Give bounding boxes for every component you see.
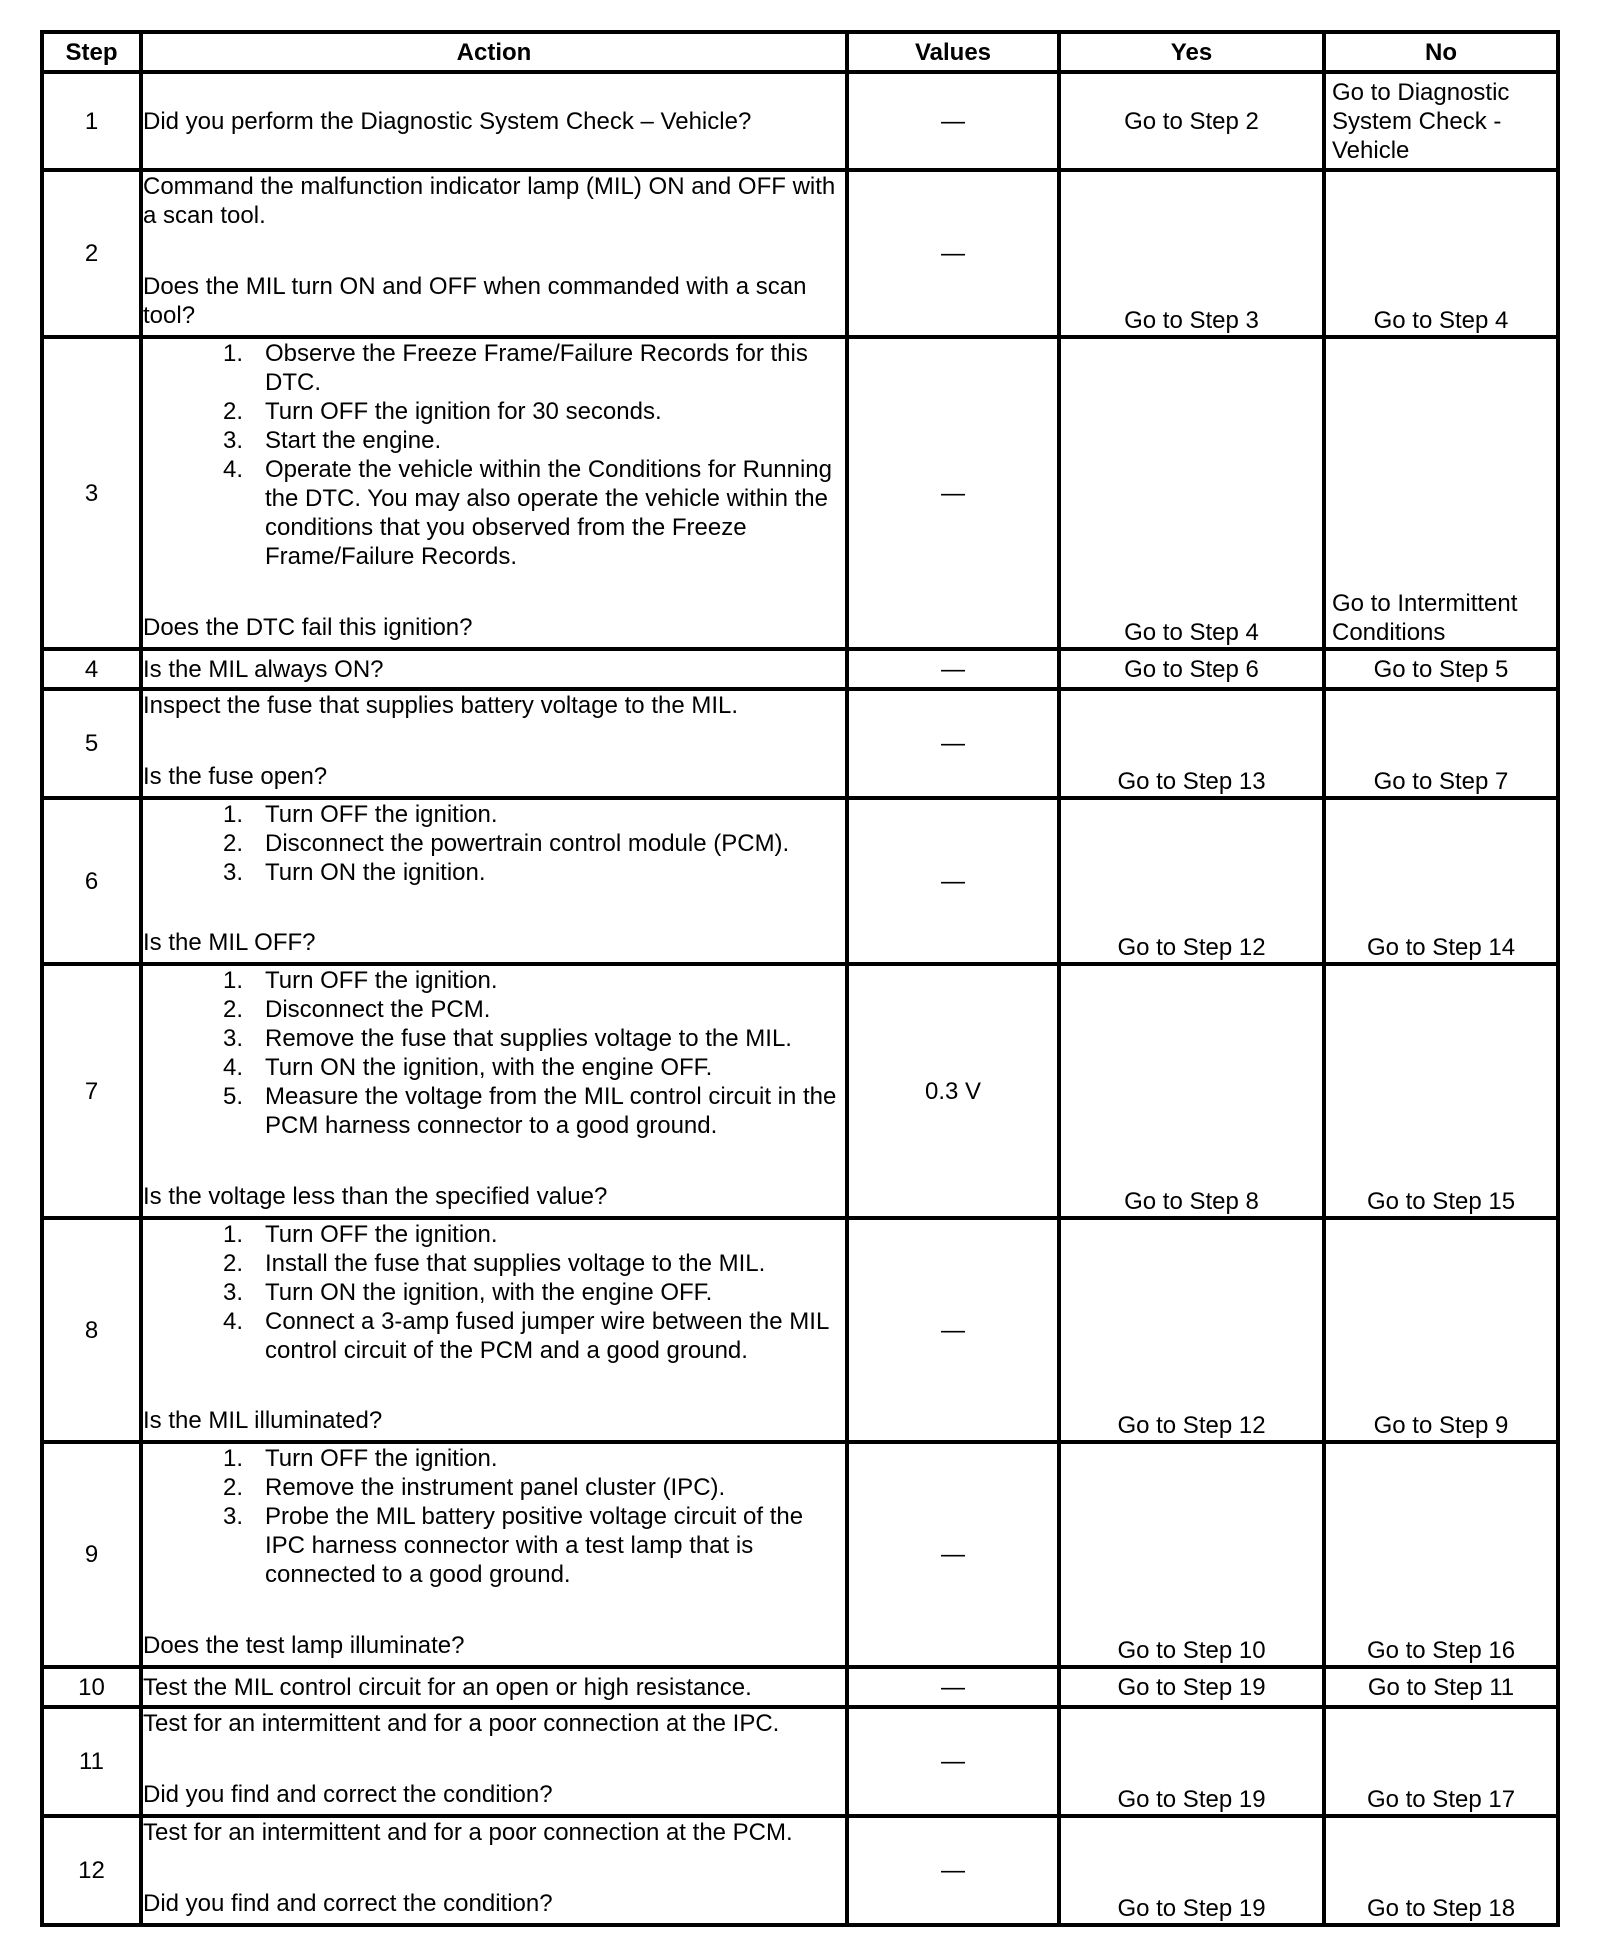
yes-result: Go to Step 8 (1059, 964, 1324, 1218)
values-cell: 0.3 V (847, 964, 1059, 1218)
no-result: Go to Step 5 (1324, 649, 1558, 689)
action-top (143, 691, 845, 720)
action-content (143, 800, 845, 957)
step-number: 10 (42, 1667, 141, 1707)
action-step-number: 4. (222, 1054, 243, 1081)
action-step-item (143, 1444, 845, 1473)
action-step-item (143, 1502, 845, 1589)
action-step-item (143, 829, 845, 858)
action-cell (141, 337, 847, 649)
no-result: Go to Step 14 (1324, 798, 1558, 964)
table-row (42, 1667, 1558, 1707)
action-cell (141, 964, 847, 1218)
action-step-list (143, 1220, 845, 1365)
action-step-list (143, 1444, 845, 1589)
action-step-number: 1. (222, 1445, 243, 1472)
action-content (143, 172, 845, 330)
action-question: Does the MIL turn ON and OFF when commanded with a scan tool? (143, 273, 807, 329)
action-cell (141, 1707, 847, 1816)
table-row (42, 1816, 1558, 1925)
action-step-text: Operate the vehicle within the Conditions for Running the DTC. You may also operate the vehicle within the conditions that you observed from the Freeze Frame/Failure Records. (265, 456, 832, 570)
no-result: Go to Step 16 (1324, 1442, 1558, 1667)
action-cell (141, 1442, 847, 1667)
table-row (42, 1218, 1558, 1442)
action-step-number: 3. (222, 1279, 243, 1306)
step-number: 3 (42, 337, 141, 649)
action-step-list (143, 966, 845, 1140)
action-cell (141, 1816, 847, 1925)
header-values: Values (847, 32, 1059, 72)
action-step-text: Turn ON the ignition. (265, 859, 486, 886)
yes-result: Go to Step 4 (1059, 337, 1324, 649)
action-step-text: Disconnect the powertrain control module (PCM). (265, 830, 790, 857)
diagnostic-table (40, 30, 1560, 1927)
values-cell: — (847, 1442, 1059, 1667)
table-row (42, 1707, 1558, 1816)
table-row (42, 689, 1558, 798)
action-step-item (143, 1024, 845, 1053)
step-number: 1 (42, 72, 141, 170)
action-top (143, 800, 845, 887)
values-cell: — (847, 798, 1059, 964)
yes-result: Go to Step 19 (1059, 1707, 1324, 1816)
action-top (143, 966, 845, 1140)
table-row (42, 798, 1558, 964)
action-step-text: Turn ON the ignition, with the engine OFF. (265, 1054, 713, 1081)
table-row (42, 72, 1558, 170)
action-step-item (143, 1053, 845, 1082)
action-step-text: Turn OFF the ignition. (265, 801, 498, 828)
values-cell: — (847, 1667, 1059, 1707)
header-yes: Yes (1059, 32, 1324, 72)
action-question: Did you find and correct the condition? (143, 1781, 553, 1808)
step-number: 9 (42, 1442, 141, 1667)
action-cell (141, 1218, 847, 1442)
action-question: Is the fuse open? (143, 763, 328, 790)
action-step-item (143, 1220, 845, 1249)
action-step-text: Connect a 3-amp fused jumper wire between the MIL control circuit of the PCM and a good ground. (265, 1308, 829, 1364)
table-row (42, 964, 1558, 1218)
action-content (143, 1709, 845, 1809)
no-result: Go to Diagnostic System Check - Vehicle (1324, 72, 1558, 170)
action-step-number: 3. (222, 1503, 243, 1530)
action-step-item (143, 800, 845, 829)
values-cell: — (847, 170, 1059, 337)
action-step-list (143, 800, 845, 887)
action-step-text: Turn OFF the ignition. (265, 967, 498, 994)
action-instruction: Test for an intermittent and for a poor connection at the IPC. (143, 1710, 780, 1737)
action-instruction: Inspect the fuse that supplies battery voltage to the MIL. (143, 692, 739, 719)
action-step-number: 2. (222, 1474, 243, 1501)
action-step-text: Measure the voltage from the MIL control circuit in the PCM harness connector to a good ground. (265, 1083, 837, 1139)
header-step: Step (42, 32, 141, 72)
values-cell: — (847, 689, 1059, 798)
action-step-item (143, 966, 845, 995)
action-step-number: 2. (222, 996, 243, 1023)
step-number: 6 (42, 798, 141, 964)
action-step-text: Observe the Freeze Frame/Failure Records for this DTC. (265, 340, 808, 396)
action-content (143, 966, 845, 1211)
action-step-text: Turn OFF the ignition. (265, 1221, 498, 1248)
yes-result: Go to Step 19 (1059, 1667, 1324, 1707)
values-cell: — (847, 1707, 1059, 1816)
action-content (143, 1818, 845, 1918)
action-question: Does the test lamp illuminate? (143, 1632, 465, 1659)
action-step-number: 1. (222, 340, 243, 367)
yes-result: Go to Step 12 (1059, 798, 1324, 964)
action-step-item (143, 397, 845, 426)
action-content (143, 107, 845, 136)
action-instruction: Did you perform the Diagnostic System Check – Vehicle? (143, 107, 752, 135)
yes-result: Go to Step 2 (1059, 72, 1324, 170)
action-instruction: Test the MIL control circuit for an open or high resistance. (143, 1673, 752, 1701)
table-row (42, 337, 1558, 649)
header-action: Action (141, 32, 847, 72)
action-cell (141, 72, 847, 170)
action-step-text: Disconnect the PCM. (265, 996, 491, 1023)
step-number: 5 (42, 689, 141, 798)
step-number: 11 (42, 1707, 141, 1816)
table-row (42, 649, 1558, 689)
action-step-item (143, 426, 845, 455)
yes-result: Go to Step 19 (1059, 1816, 1324, 1925)
action-step-number: 2. (222, 1250, 243, 1277)
action-step-number: 4. (222, 1308, 243, 1335)
step-number: 4 (42, 649, 141, 689)
action-question: Is the MIL illuminated? (143, 1407, 383, 1434)
action-step-item (143, 1473, 845, 1502)
action-top (143, 1220, 845, 1365)
step-number: 12 (42, 1816, 141, 1925)
values-cell: — (847, 337, 1059, 649)
values-cell: — (847, 72, 1059, 170)
action-cell (141, 170, 847, 337)
step-number: 2 (42, 170, 141, 337)
table-row (42, 1442, 1558, 1667)
yes-result: Go to Step 13 (1059, 689, 1324, 798)
action-cell (141, 798, 847, 964)
action-step-number: 2. (222, 830, 243, 857)
no-result: Go to Step 11 (1324, 1667, 1558, 1707)
header-no: No (1324, 32, 1558, 72)
action-step-item (143, 455, 845, 571)
action-step-item (143, 995, 845, 1024)
step-number: 8 (42, 1218, 141, 1442)
action-step-number: 5. (222, 1083, 243, 1110)
action-step-text: Turn OFF the ignition for 30 seconds. (265, 398, 662, 425)
action-step-item (143, 1249, 845, 1278)
yes-result: Go to Step 10 (1059, 1442, 1324, 1667)
action-top (143, 1673, 845, 1702)
no-result: Go to Step 4 (1324, 170, 1558, 337)
action-step-text: Remove the instrument panel cluster (IPC). (265, 1474, 726, 1501)
action-step-text: Start the engine. (265, 427, 442, 454)
action-top (143, 1444, 845, 1589)
no-result: Go to Step 9 (1324, 1218, 1558, 1442)
values-cell: — (847, 1218, 1059, 1442)
action-content (143, 1673, 845, 1702)
action-step-number: 1. (222, 1221, 243, 1248)
action-step-number: 3. (222, 427, 243, 454)
action-step-text: Install the fuse that supplies voltage to the MIL. (265, 1250, 766, 1277)
yes-result: Go to Step 6 (1059, 649, 1324, 689)
action-question: Is the MIL OFF? (143, 929, 316, 956)
action-step-item (143, 1278, 845, 1307)
action-step-text: Turn ON the ignition, with the engine OFF. (265, 1279, 713, 1306)
step-number: 7 (42, 964, 141, 1218)
action-step-text: Turn OFF the ignition. (265, 1445, 498, 1472)
action-cell (141, 689, 847, 798)
values-cell: — (847, 649, 1059, 689)
action-step-number: 3. (222, 1025, 243, 1052)
action-content (143, 1220, 845, 1435)
action-question: Is the voltage less than the specified value? (143, 1183, 608, 1210)
action-step-text: Probe the MIL battery positive voltage circuit of the IPC harness connector with a test lamp that is connected to a good ground. (265, 1503, 804, 1588)
action-question: Does the DTC fail this ignition? (143, 614, 473, 641)
no-result: Go to Step 18 (1324, 1816, 1558, 1925)
action-step-list (143, 339, 845, 571)
action-step-number: 3. (222, 859, 243, 886)
action-step-item (143, 339, 845, 397)
no-result: Go to Step 15 (1324, 964, 1558, 1218)
yes-result: Go to Step 3 (1059, 170, 1324, 337)
table-body (42, 72, 1558, 1925)
action-instruction: Command the malfunction indicator lamp (MIL) ON and OFF with a scan tool. (143, 173, 836, 229)
action-cell (141, 649, 847, 689)
action-top (143, 1818, 845, 1847)
action-step-item (143, 1307, 845, 1365)
yes-result: Go to Step 12 (1059, 1218, 1324, 1442)
action-top (143, 172, 845, 230)
action-step-item (143, 1082, 845, 1140)
action-step-text: Remove the fuse that supplies voltage to the MIL. (265, 1025, 792, 1052)
header-row (42, 32, 1558, 72)
table-row (42, 170, 1558, 337)
action-content (143, 655, 845, 684)
no-result: Go to Intermittent Conditions (1324, 337, 1558, 649)
action-cell (141, 1667, 847, 1707)
action-top (143, 655, 845, 684)
no-result: Go to Step 17 (1324, 1707, 1558, 1816)
no-result: Go to Step 7 (1324, 689, 1558, 798)
action-step-number: 1. (222, 967, 243, 994)
action-instruction: Test for an intermittent and for a poor connection at the PCM. (143, 1819, 793, 1846)
action-top (143, 339, 845, 571)
action-step-item (143, 858, 845, 887)
action-top (143, 107, 845, 136)
action-top (143, 1709, 845, 1738)
action-instruction: Is the MIL always ON? (143, 655, 384, 683)
values-cell: — (847, 1816, 1059, 1925)
action-content (143, 339, 845, 642)
action-content (143, 1444, 845, 1660)
action-step-number: 2. (222, 398, 243, 425)
action-step-number: 1. (222, 801, 243, 828)
action-question: Did you find and correct the condition? (143, 1890, 553, 1917)
action-content (143, 691, 845, 791)
action-step-number: 4. (222, 456, 243, 483)
